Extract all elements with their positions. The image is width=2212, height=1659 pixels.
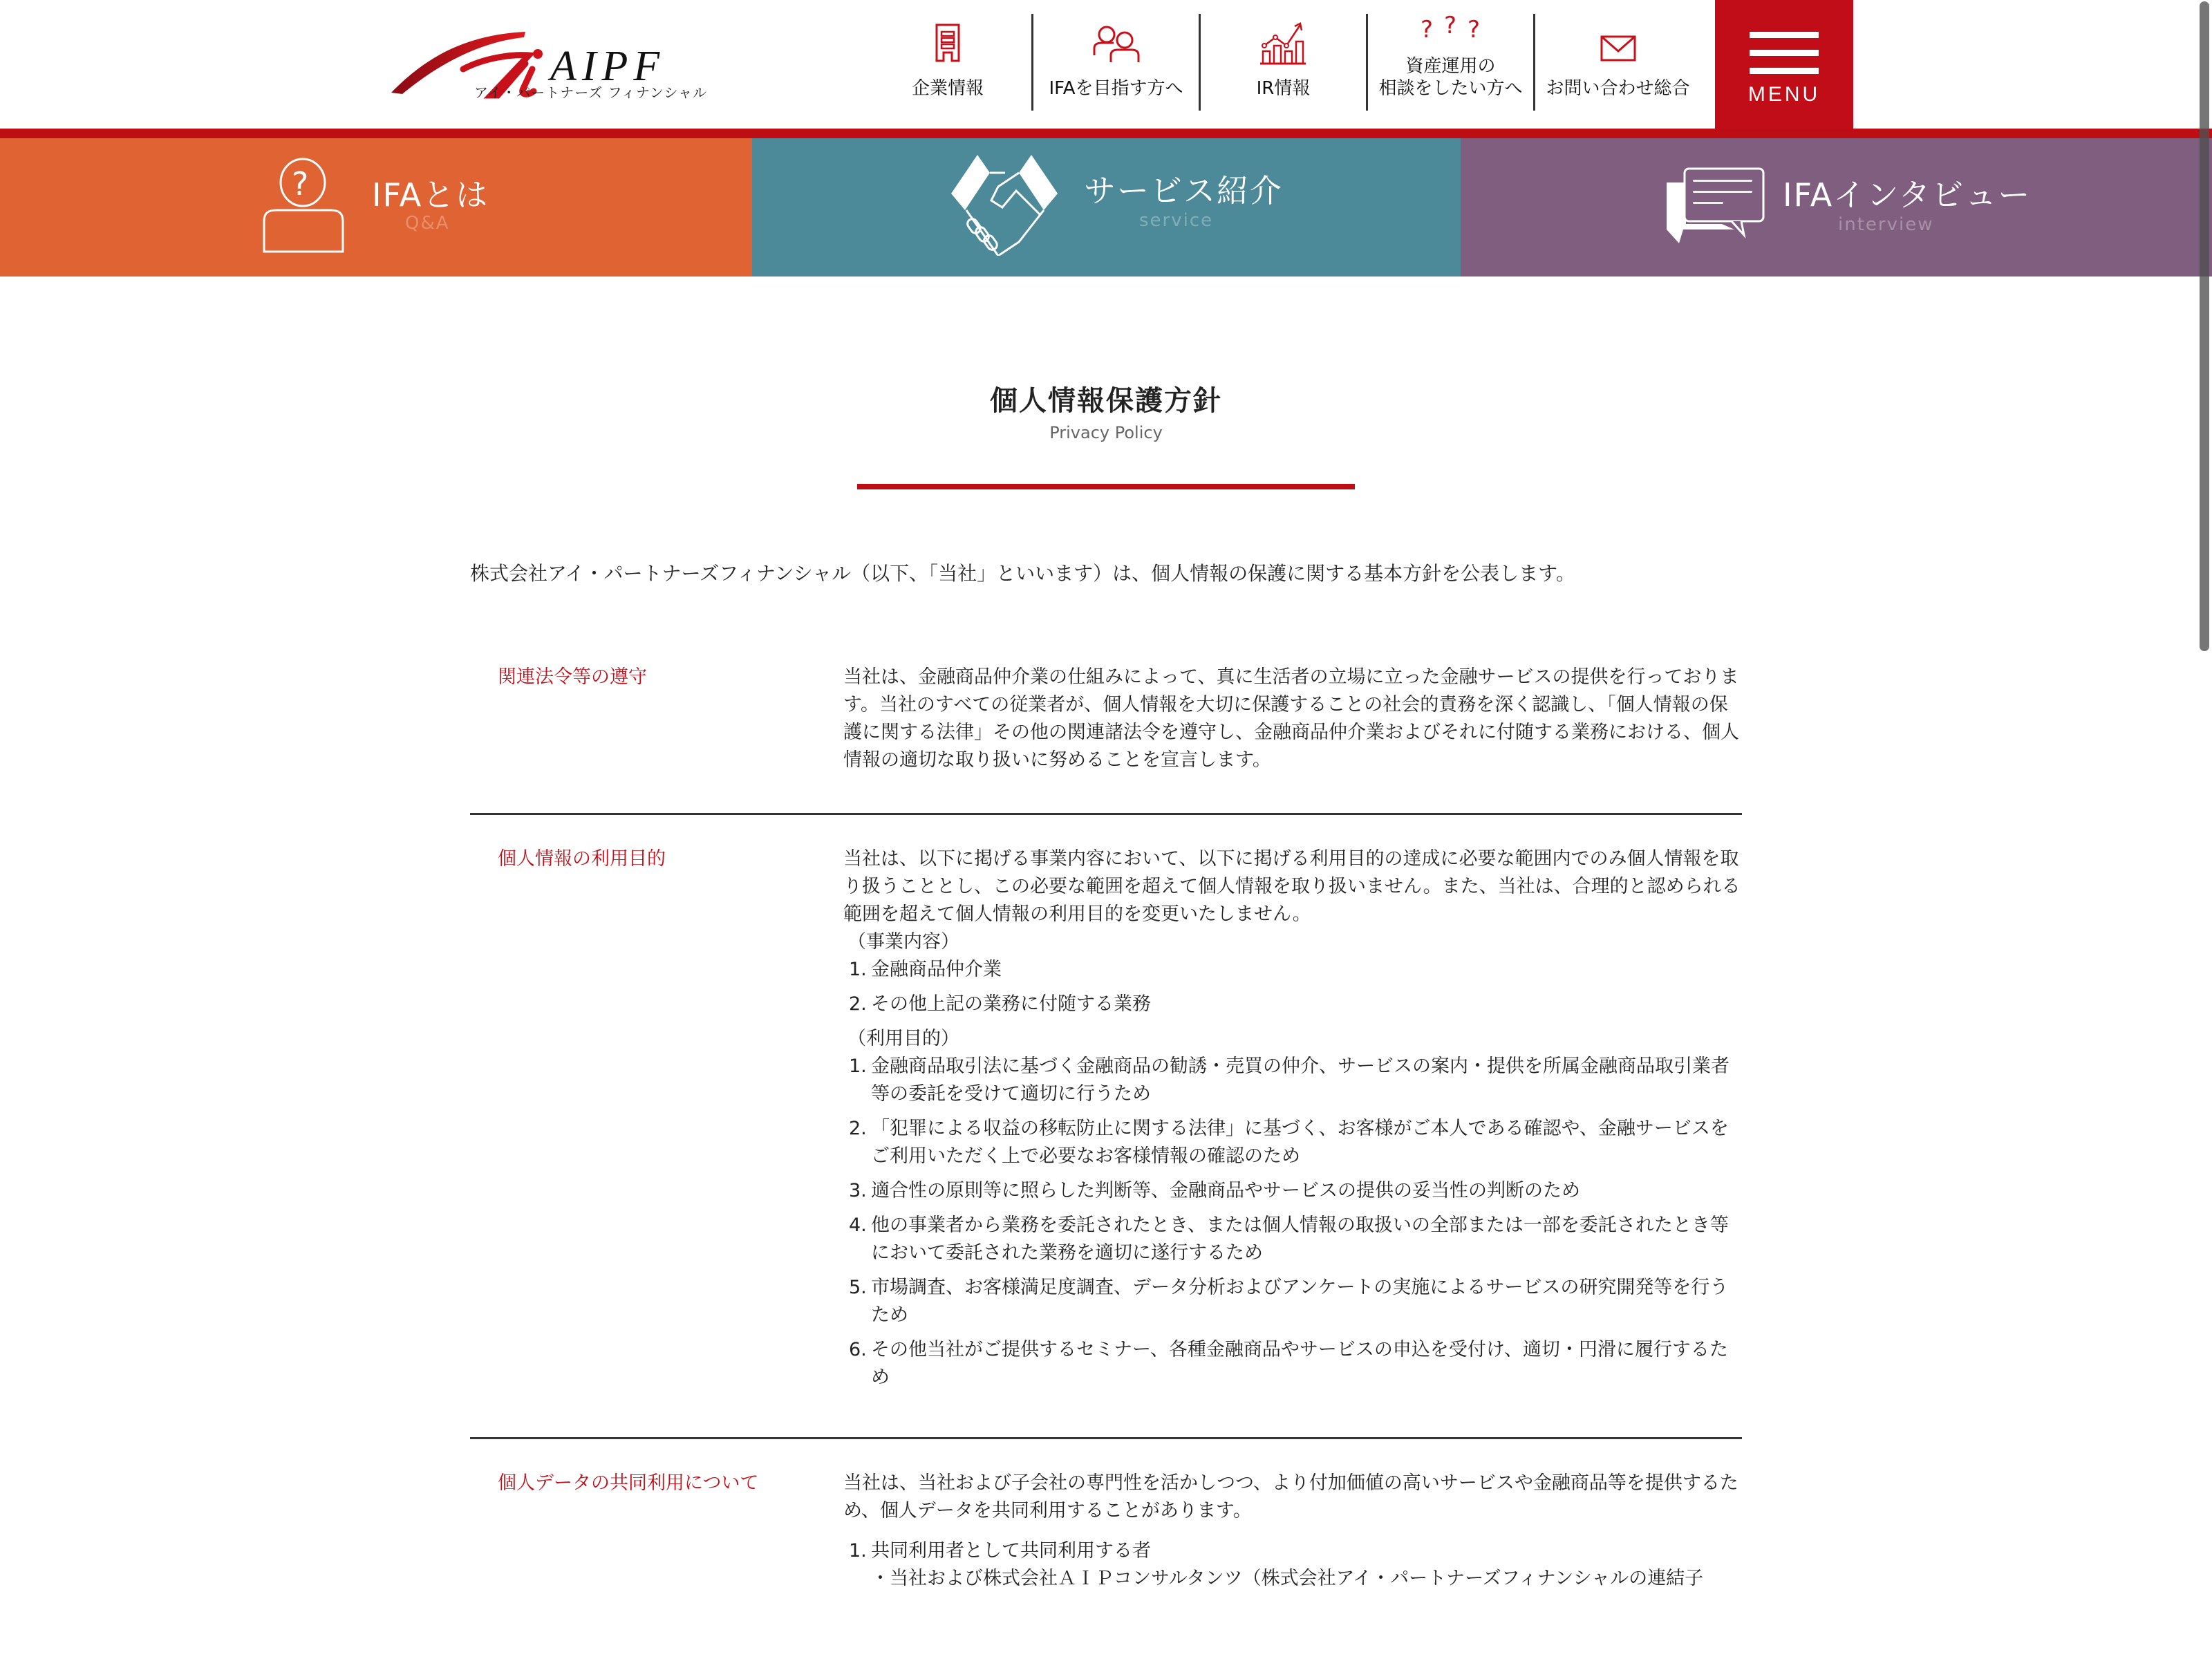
purpose-list <box>843 1053 1742 1391</box>
nav-company-info[interactable] <box>864 14 1031 111</box>
band-interview[interactable] <box>1461 138 2212 276</box>
page-subtitle: Privacy Policy <box>1049 423 1163 442</box>
list-text: 金融商品取引法に基づく金融商品の勧誘・売買の仲介、サービスの案内・提供を所属金融商品取引業者等の委託を受けて適切に行うため <box>871 1056 1730 1105</box>
intro-text: 株式会社アイ・パートナーズフィナンシャル（以下、「当社」といいます）は、個人情報の保護に関する基本方針を公表します。 <box>470 562 1575 585</box>
list-text: その他上記の業務に付随する業務 <box>871 993 1151 1015</box>
section-text: 当社は、当社および子会社の専門性を活かしつつ、より付加価値の高いサービスや金融商品等を提供するため、個人データを共同利用することがあります。 <box>843 1472 1738 1521</box>
hamburger-icon <box>1750 68 1819 74</box>
list-number: 6. <box>849 1339 867 1360</box>
list-text: 他の事業者から業務を委託されたとき、または個人情報の取扱いの全部または一部を委託されたとき等において委託された業務を適切に遂行するため <box>871 1215 1729 1264</box>
nav-label: IR情報 <box>1256 78 1311 99</box>
section-legal-compliance <box>470 664 1742 813</box>
person-question-icon <box>261 158 346 254</box>
speech-bubble-icon <box>1665 166 1766 243</box>
list-item <box>843 1274 1742 1329</box>
list-number: 1. <box>849 1540 867 1562</box>
policy-sections <box>470 664 1742 1631</box>
page-title: 個人情報保護方針 <box>990 385 1222 417</box>
scrollbar-thumb[interactable] <box>2200 1 2209 651</box>
section-label: 個人情報の利用目的 <box>498 848 666 870</box>
list-text: 金融商品仲介業 <box>871 959 1002 980</box>
list-item <box>843 956 1742 984</box>
list-number: 3. <box>849 1180 867 1201</box>
purpose-heading: （利用目的） <box>847 1028 959 1049</box>
people-icon <box>1090 22 1143 64</box>
nav-label-line1: 資産運用の <box>1405 56 1496 77</box>
svg-text:?: ? <box>1467 16 1480 43</box>
building-icon <box>931 22 964 64</box>
nav-label: IFAを目指す方へ <box>1049 78 1183 99</box>
chart-growth-icon <box>1257 22 1310 66</box>
list-item <box>843 1537 1742 1565</box>
main-nav <box>864 14 1700 111</box>
list-text: 「犯罪による収益の移転防止に関する法律」に基づく、お客様がご本人である確認や、金融サービスをご利用いただく上で必要なお客様情報の確認のため <box>871 1118 1729 1167</box>
header-divider <box>0 129 2212 138</box>
section-text: 当社は、以下に掲げる事業内容において、以下に掲げる利用目的の達成に必要な範囲内でのみ個人情報を取り扱うこととし、この必要な範囲を超えて個人情報を取り扱いません。また、当社は、合理的と認められる範囲を超えて個人情報の利用目的を変更いたしません。 <box>843 848 1741 925</box>
nav-contact[interactable] <box>1533 14 1700 111</box>
list-number: 2. <box>849 1118 867 1139</box>
question-marks-icon <box>1416 15 1485 43</box>
band-subtitle: Q&A <box>405 213 450 234</box>
joint-use-list <box>843 1537 1742 1565</box>
list-item <box>843 1053 1742 1108</box>
list-item <box>843 1336 1742 1391</box>
list-number: 4. <box>849 1215 867 1236</box>
site-header <box>0 0 2212 129</box>
mail-icon <box>1600 35 1637 62</box>
menu-button[interactable] <box>1715 0 1853 129</box>
band-ifa-qa[interactable] <box>0 138 752 276</box>
business-list <box>843 956 1742 1018</box>
list-number: 5. <box>849 1277 867 1298</box>
band-service[interactable] <box>752 138 1461 276</box>
nav-ir-info[interactable] <box>1199 14 1366 111</box>
section-text: 当社は、金融商品仲介業の仕組みによって、真に生活者の立場に立った金融サービスの提供を行っております。当社のすべての従業者が、個人情報を大切に保護することの社会的責務を深く認識し、「個人情報の保護に関する法律」その他の関連諸法令を遵守し、金融商品仲介業およびそれに付随する業務における、個人情報の適切な取り扱いに努めることを宣言します。 <box>843 666 1739 771</box>
band-title: IFAとは <box>372 176 489 214</box>
list-item <box>843 991 1742 1018</box>
section-body <box>843 1470 1742 1593</box>
svg-text:?: ? <box>1443 15 1456 39</box>
page-scrollbar[interactable] <box>2200 0 2209 1659</box>
menu-label: MENU <box>1747 83 1821 106</box>
band-title: IFAインタビュー <box>1783 176 2032 214</box>
category-band <box>0 138 2212 276</box>
list-text: 適合性の原則等に照らした判断等、金融商品やサービスの提供の妥当性の判断のため <box>871 1180 1580 1201</box>
list-number: 1. <box>849 1056 867 1077</box>
section-label: 関連法令等の遵守 <box>498 666 647 688</box>
list-number: 2. <box>849 993 867 1015</box>
nav-become-ifa[interactable] <box>1031 14 1199 111</box>
list-text: その他当社がご提供するセミナー、各種金融商品やサービスの申込を受付け、適切・円滑に履行するため <box>871 1339 1728 1388</box>
svg-text:?: ? <box>292 165 309 203</box>
band-subtitle: service <box>1139 210 1214 231</box>
joint-user-bullet: ・当社および株式会社ＡＩＰコンサルタンツ（株式会社アイ・パートナーズフィナンシャルの連結子 <box>871 1568 1704 1589</box>
list-item <box>843 1115 1742 1170</box>
nav-label: お問い合わせ総合 <box>1546 78 1690 99</box>
section-body <box>843 664 1742 774</box>
nav-label-line2: 相談をしたい方へ <box>1378 78 1523 99</box>
band-title: サービス紹介 <box>1084 172 1283 209</box>
section-body <box>843 845 1742 1398</box>
band-subtitle: interview <box>1838 214 1934 235</box>
hamburger-icon <box>1750 50 1819 56</box>
business-heading: （事業内容） <box>847 931 959 953</box>
svg-text:?: ? <box>1420 16 1433 43</box>
title-underline <box>857 484 1355 489</box>
logo-subtitle: アイ・パートナーズ フィナンシャル <box>474 84 708 101</box>
svg-text:AIPF: AIPF <box>550 43 666 90</box>
list-item <box>843 1212 1742 1267</box>
section-purpose-of-use <box>470 813 1742 1437</box>
list-number: 1. <box>849 959 867 980</box>
list-text: 共同利用者として共同利用する者 <box>871 1540 1151 1562</box>
hamburger-icon <box>1750 32 1819 38</box>
nav-label: 企業情報 <box>911 78 984 99</box>
section-label: 個人データの共同利用について <box>498 1472 759 1494</box>
handshake-icon <box>950 152 1060 256</box>
list-text: 市場調査、お客様満足度調査、データ分析およびアンケートの実施によるサービスの研究開発等を行うため <box>871 1277 1729 1326</box>
section-joint-use <box>470 1437 1742 1631</box>
nav-asset-consultation[interactable] <box>1366 14 1533 111</box>
list-item <box>843 1177 1742 1205</box>
